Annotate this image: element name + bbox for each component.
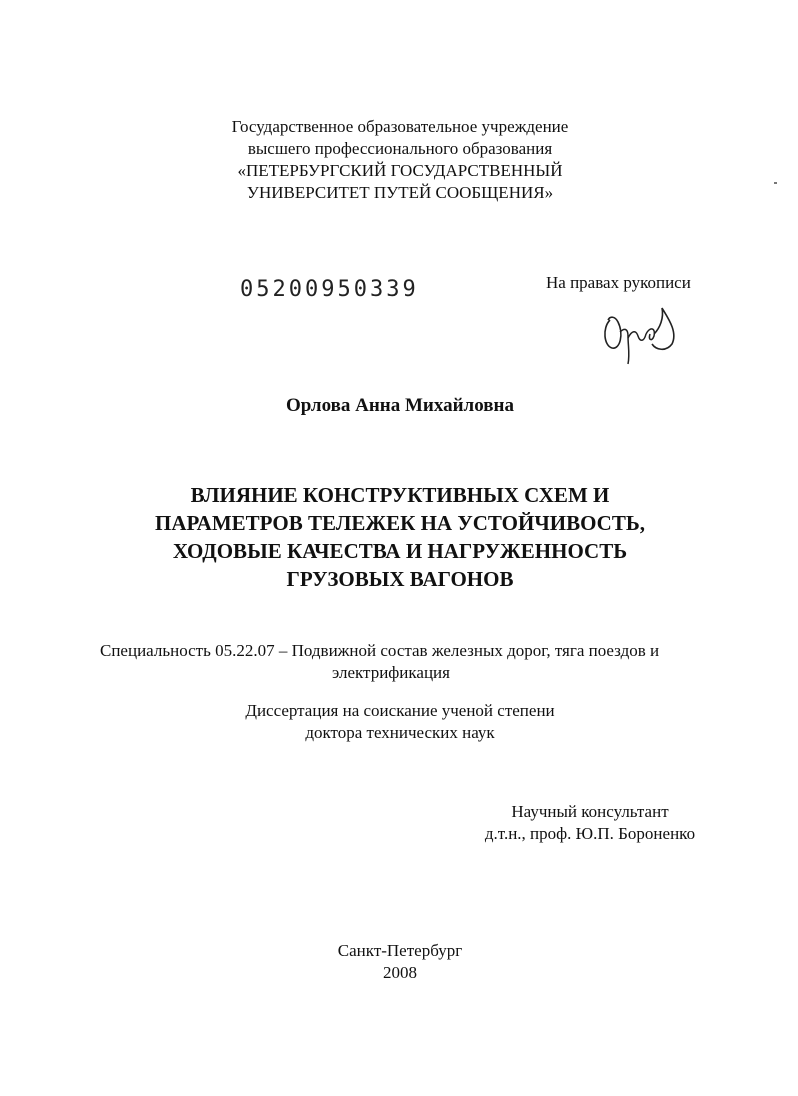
specialty-line-1: Специальность 05.22.07 – Подвижной состав железных дорог, тяга поездов и: [100, 641, 660, 660]
title-line-3: ХОДОВЫЕ КАЧЕСТВА И НАГРУЖЕННОСТЬ: [172, 539, 628, 563]
consultant-name: д.т.н., проф. Ю.П. Бороненко: [484, 824, 696, 843]
institution-line-4: УНИВЕРСИТЕТ ПУТЕЙ СООБЩЕНИЯ»: [246, 183, 554, 202]
institution-line-2: высшего профессионального образования: [247, 139, 553, 158]
dissertation-degree: [150, 700, 650, 744]
dissertation-line-2: доктора технических наук: [305, 723, 495, 742]
city: Санкт-Петербург: [337, 941, 463, 960]
dissertation-title: [90, 481, 710, 593]
title-line-4: ГРУЗОВЫХ ВАГОНОВ: [286, 567, 514, 591]
scan-speck: [774, 182, 777, 184]
scientific-consultant: [470, 801, 710, 845]
specialty: [100, 640, 720, 684]
institution-line-1: Государственное образовательное учреждение: [231, 117, 569, 136]
specialty-line-2: электрификация: [332, 663, 450, 682]
year: 2008: [383, 963, 417, 982]
place-and-year: [250, 940, 550, 984]
handwritten-signature: [598, 298, 688, 368]
dissertation-line-1: Диссертация на соискание ученой степени: [245, 701, 555, 720]
author-name: Орлова Анна Михайловна: [286, 395, 514, 416]
consultant-label: Научный консультант: [511, 802, 669, 821]
rights-note: На правах рукописи: [546, 273, 691, 292]
institution-header: [150, 116, 650, 204]
title-line-1: ВЛИЯНИЕ КОНСТРУКТИВНЫХ СХЕМ И: [190, 483, 610, 507]
document-number: 05200950339: [240, 277, 419, 302]
title-line-2: ПАРАМЕТРОВ ТЕЛЕЖЕК НА УСТОЙЧИВОСТЬ,: [155, 511, 645, 535]
institution-line-3: «ПЕТЕРБУРГСКИЙ ГОСУДАРСТВЕННЫЙ: [237, 161, 563, 180]
